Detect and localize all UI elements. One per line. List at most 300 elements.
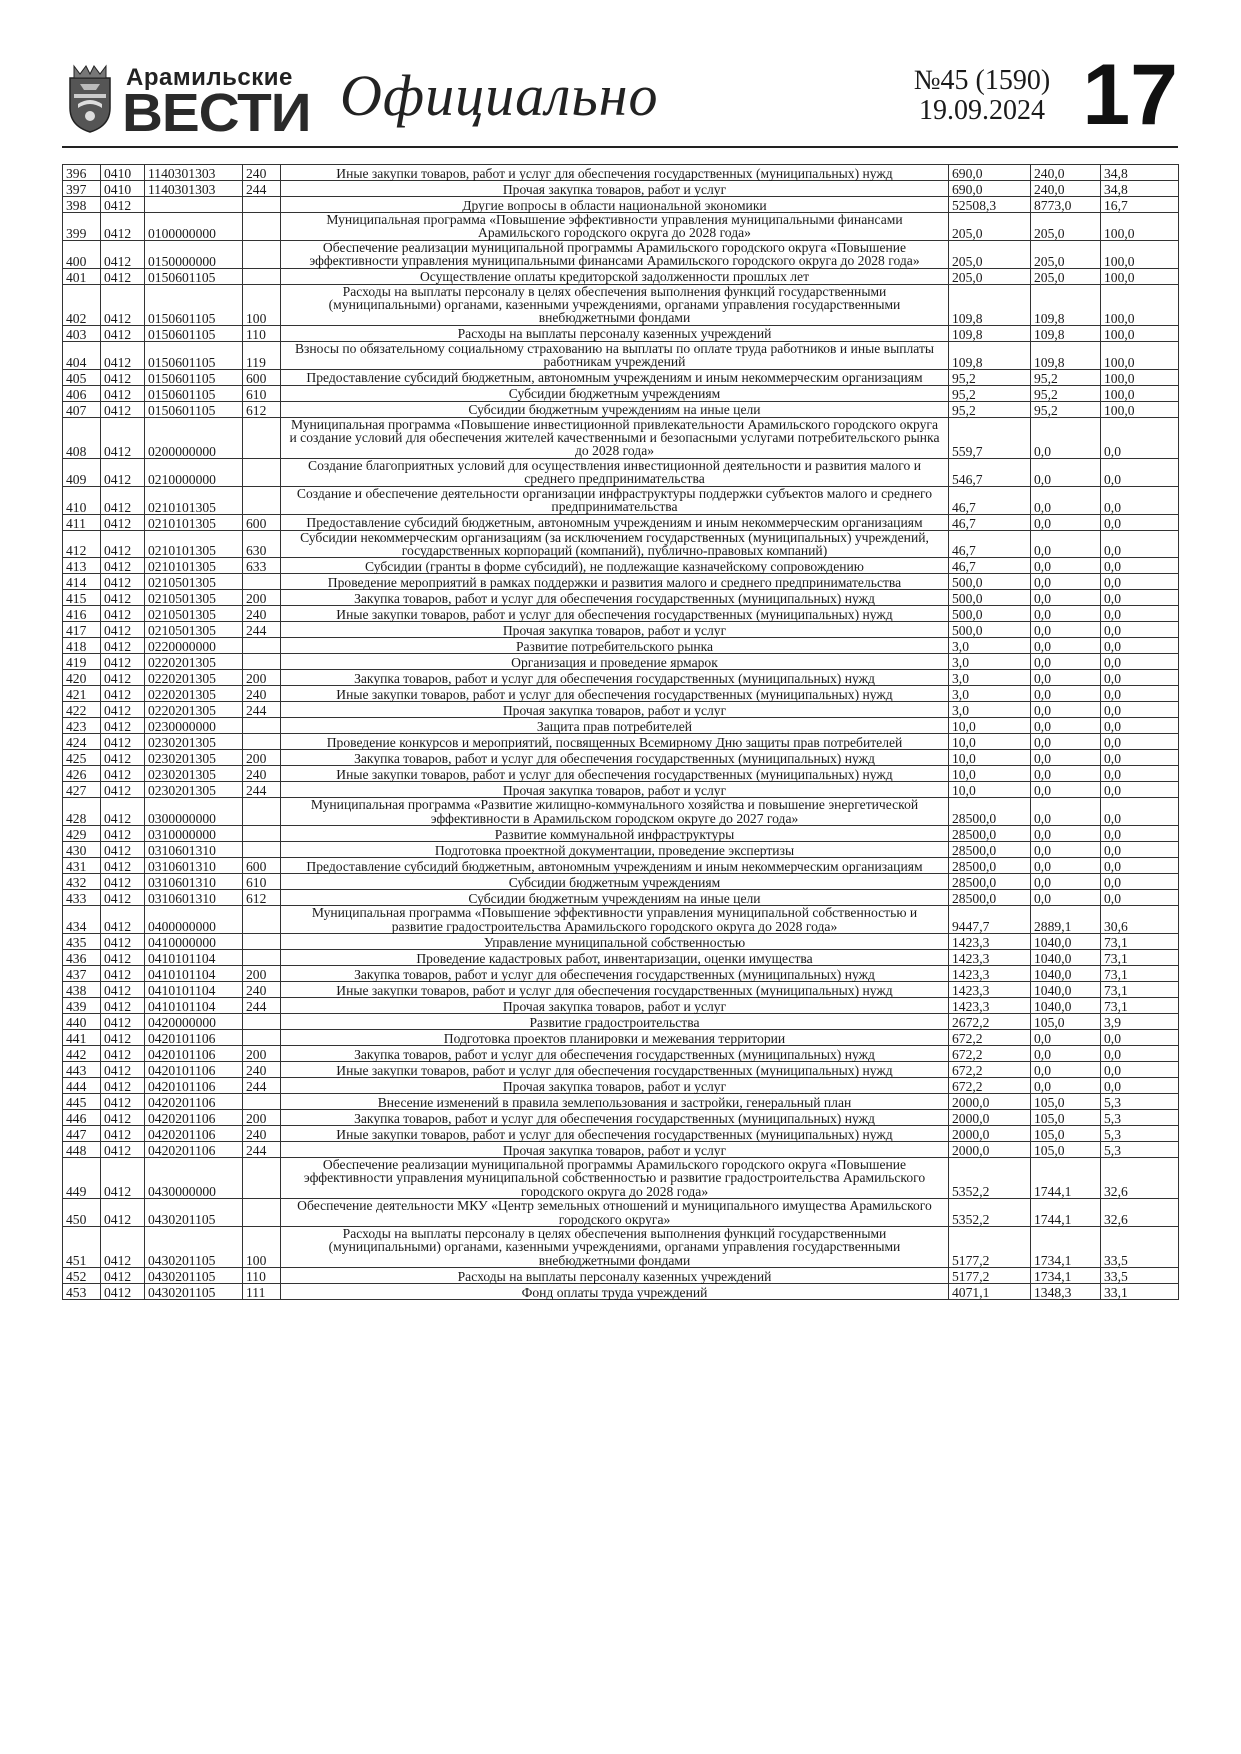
executed-amount-cell: 0,0 (1031, 622, 1101, 638)
row-number-cell: 448 (63, 1141, 101, 1157)
planned-amount-cell: 1423,3 (949, 933, 1031, 949)
percent-cell: 0,0 (1101, 417, 1179, 458)
planned-amount-cell: 46,7 (949, 486, 1031, 514)
table-row (63, 622, 1179, 638)
table-row (63, 1226, 1179, 1267)
row-number-cell: 451 (63, 1226, 101, 1267)
section-code-cell: 0410 (101, 181, 145, 197)
budget-table (62, 164, 1179, 1300)
executed-amount-cell: 240,0 (1031, 181, 1101, 197)
percent-cell: 73,1 (1101, 949, 1179, 965)
description-cell: Проведение мероприятий в рамках поддержки и развития малого и среднего предпринимательства (281, 574, 949, 590)
row-number-cell: 396 (63, 165, 101, 181)
section-code-cell: 0412 (101, 906, 145, 934)
planned-amount-cell: 3,0 (949, 638, 1031, 654)
section-code-cell: 0412 (101, 949, 145, 965)
table-row (63, 933, 1179, 949)
percent-cell: 0,0 (1101, 514, 1179, 530)
target-code-cell: 0200000000 (145, 417, 243, 458)
executed-amount-cell: 105,0 (1031, 1093, 1101, 1109)
percent-cell: 5,3 (1101, 1141, 1179, 1157)
newspaper-logo (62, 62, 311, 143)
planned-amount-cell: 1423,3 (949, 997, 1031, 1013)
table-row (63, 325, 1179, 341)
target-code-cell: 0230201305 (145, 750, 243, 766)
row-number-cell: 406 (63, 385, 101, 401)
planned-amount-cell: 3,0 (949, 702, 1031, 718)
row-number-cell: 432 (63, 874, 101, 890)
table-row (63, 1093, 1179, 1109)
section-title: Официально (340, 63, 659, 128)
coat-of-arms-icon (66, 64, 114, 134)
target-code-cell: 0210101305 (145, 558, 243, 574)
description-cell: Организация и проведение ярмарок (281, 654, 949, 670)
table-row (63, 874, 1179, 890)
executed-amount-cell: 0,0 (1031, 858, 1101, 874)
row-number-cell: 440 (63, 1013, 101, 1029)
planned-amount-cell: 559,7 (949, 417, 1031, 458)
table-row (63, 686, 1179, 702)
executed-amount-cell: 1040,0 (1031, 949, 1101, 965)
table-row (63, 1125, 1179, 1141)
target-code-cell: 0150601105 (145, 385, 243, 401)
row-number-cell: 420 (63, 670, 101, 686)
section-code-cell: 0412 (101, 590, 145, 606)
expense-type-cell (243, 1013, 281, 1029)
row-number-cell: 441 (63, 1029, 101, 1045)
description-cell: Развитие потребительского рынка (281, 638, 949, 654)
description-cell: Субсидии бюджетным учреждениям (281, 385, 949, 401)
percent-cell: 34,8 (1101, 181, 1179, 197)
table-row (63, 165, 1179, 181)
section-code-cell: 0412 (101, 654, 145, 670)
description-cell: Муниципальная программа «Повышение эффективности управления муниципальной собственностью и развитие градостроительства Арамильского городского округа до 2028 года» (281, 906, 949, 934)
planned-amount-cell: 28500,0 (949, 826, 1031, 842)
table-row (63, 1045, 1179, 1061)
executed-amount-cell: 105,0 (1031, 1125, 1101, 1141)
table-row (63, 1141, 1179, 1157)
expense-type-cell (243, 933, 281, 949)
section-code-cell: 0412 (101, 530, 145, 558)
description-cell: Создание благоприятных условий для осуществления инвестиционной деятельности и развития малого и среднего предпринимательства (281, 458, 949, 486)
section-code-cell: 0412 (101, 622, 145, 638)
description-cell: Субсидии бюджетным учреждениям на иные цели (281, 401, 949, 417)
expense-type-cell: 111 (243, 1284, 281, 1300)
percent-cell: 0,0 (1101, 718, 1179, 734)
executed-amount-cell: 0,0 (1031, 826, 1101, 842)
expense-type-cell (243, 826, 281, 842)
target-code-cell: 0220201305 (145, 686, 243, 702)
description-cell: Обеспечение реализации муниципальной программы Арамильского городского округа «Повышение эффективности управления муниципальной собственностью и развитие градостроительства Арамильского городского округа до 2028 года» (281, 1157, 949, 1198)
percent-cell: 0,0 (1101, 890, 1179, 906)
planned-amount-cell: 3,0 (949, 670, 1031, 686)
logo-title-top: Арамильские (126, 64, 293, 91)
target-code-cell: 0420101106 (145, 1045, 243, 1061)
executed-amount-cell: 0,0 (1031, 874, 1101, 890)
planned-amount-cell: 4071,1 (949, 1284, 1031, 1300)
section-code-cell: 0412 (101, 1045, 145, 1061)
percent-cell: 100,0 (1101, 385, 1179, 401)
percent-cell: 0,0 (1101, 530, 1179, 558)
table-row (63, 638, 1179, 654)
target-code-cell: 0150601105 (145, 268, 243, 284)
description-cell: Закупка товаров, работ и услуг для обеспечения государственных (муниципальных) нужд (281, 965, 949, 981)
description-cell: Управление муниципальной собственностью (281, 933, 949, 949)
section-code-cell: 0412 (101, 718, 145, 734)
executed-amount-cell: 109,8 (1031, 341, 1101, 369)
target-code-cell: 0150601105 (145, 284, 243, 325)
executed-amount-cell: 0,0 (1031, 606, 1101, 622)
target-code-cell: 0430201105 (145, 1199, 243, 1227)
percent-cell: 0,0 (1101, 670, 1179, 686)
description-cell: Иные закупки товаров, работ и услуг для обеспечения государственных (муниципальных) нужд (281, 165, 949, 181)
table-row (63, 654, 1179, 670)
percent-cell: 33,1 (1101, 1284, 1179, 1300)
table-row (63, 734, 1179, 750)
section-code-cell: 0412 (101, 1109, 145, 1125)
description-cell: Прочая закупка товаров, работ и услуг (281, 702, 949, 718)
target-code-cell: 0220201305 (145, 654, 243, 670)
expense-type-cell (243, 718, 281, 734)
description-cell: Муниципальная программа «Повышение эффективности управления муниципальными финансами Арамильского городского округа до 2028 года» (281, 213, 949, 241)
executed-amount-cell: 109,8 (1031, 284, 1101, 325)
section-code-cell: 0412 (101, 1061, 145, 1077)
table-row (63, 514, 1179, 530)
expense-type-cell (243, 458, 281, 486)
target-code-cell: 0220201305 (145, 702, 243, 718)
section-code-cell: 0412 (101, 213, 145, 241)
target-code-cell: 0410101104 (145, 965, 243, 981)
expense-type-cell (243, 1093, 281, 1109)
description-cell: Иные закупки товаров, работ и услуг для обеспечения государственных (муниципальных) нужд (281, 686, 949, 702)
section-code-cell: 0412 (101, 734, 145, 750)
section-code-cell: 0412 (101, 686, 145, 702)
row-number-cell: 445 (63, 1093, 101, 1109)
row-number-cell: 426 (63, 766, 101, 782)
planned-amount-cell: 672,2 (949, 1061, 1031, 1077)
description-cell: Муниципальная программа «Повышение инвестиционной привлекательности Арамильского городского округа и создание условий для обеспечения жителей качественными и безопасными услугами потребительского рынка до 2028 года» (281, 417, 949, 458)
expense-type-cell: 610 (243, 385, 281, 401)
table-row (63, 702, 1179, 718)
planned-amount-cell: 672,2 (949, 1029, 1031, 1045)
target-code-cell: 0420101106 (145, 1077, 243, 1093)
expense-type-cell: 240 (243, 606, 281, 622)
description-cell: Иные закупки товаров, работ и услуг для обеспечения государственных (муниципальных) нужд (281, 1125, 949, 1141)
table-row (63, 417, 1179, 458)
planned-amount-cell: 500,0 (949, 606, 1031, 622)
percent-cell: 32,6 (1101, 1157, 1179, 1198)
planned-amount-cell: 205,0 (949, 240, 1031, 268)
target-code-cell: 0210101305 (145, 514, 243, 530)
percent-cell: 5,3 (1101, 1125, 1179, 1141)
executed-amount-cell: 0,0 (1031, 530, 1101, 558)
section-code-cell: 0412 (101, 1199, 145, 1227)
percent-cell: 3,9 (1101, 1013, 1179, 1029)
table-row (63, 1029, 1179, 1045)
expense-type-cell (243, 638, 281, 654)
planned-amount-cell: 2000,0 (949, 1109, 1031, 1125)
section-code-cell: 0412 (101, 997, 145, 1013)
target-code-cell: 0410000000 (145, 933, 243, 949)
executed-amount-cell: 0,0 (1031, 782, 1101, 798)
row-number-cell: 424 (63, 734, 101, 750)
section-code-cell: 0412 (101, 702, 145, 718)
table-row (63, 558, 1179, 574)
target-code-cell: 0150601105 (145, 341, 243, 369)
table-row (63, 1061, 1179, 1077)
target-code-cell: 0410101104 (145, 949, 243, 965)
planned-amount-cell: 2000,0 (949, 1125, 1031, 1141)
planned-amount-cell: 5177,2 (949, 1268, 1031, 1284)
planned-amount-cell: 28500,0 (949, 874, 1031, 890)
table-row (63, 401, 1179, 417)
section-code-cell: 0412 (101, 284, 145, 325)
table-row (63, 890, 1179, 906)
section-code-cell: 0412 (101, 1077, 145, 1093)
executed-amount-cell: 105,0 (1031, 1109, 1101, 1125)
executed-amount-cell: 0,0 (1031, 890, 1101, 906)
row-number-cell: 450 (63, 1199, 101, 1227)
row-number-cell: 436 (63, 949, 101, 965)
expense-type-cell: 200 (243, 670, 281, 686)
row-number-cell: 427 (63, 782, 101, 798)
target-code-cell: 0210501305 (145, 622, 243, 638)
expense-type-cell: 110 (243, 1268, 281, 1284)
executed-amount-cell: 1348,3 (1031, 1284, 1101, 1300)
target-code-cell: 0310601310 (145, 842, 243, 858)
row-number-cell: 403 (63, 325, 101, 341)
row-number-cell: 431 (63, 858, 101, 874)
executed-amount-cell: 0,0 (1031, 1029, 1101, 1045)
expense-type-cell (243, 486, 281, 514)
planned-amount-cell: 10,0 (949, 766, 1031, 782)
table-row (63, 965, 1179, 981)
expense-type-cell: 600 (243, 858, 281, 874)
percent-cell: 33,5 (1101, 1268, 1179, 1284)
expense-type-cell: 200 (243, 590, 281, 606)
row-number-cell: 410 (63, 486, 101, 514)
section-code-cell: 0412 (101, 1125, 145, 1141)
planned-amount-cell: 1423,3 (949, 981, 1031, 997)
table-row (63, 718, 1179, 734)
table-row (63, 670, 1179, 686)
table-row (63, 1199, 1179, 1227)
expense-type-cell (243, 1157, 281, 1198)
expense-type-cell: 200 (243, 1045, 281, 1061)
executed-amount-cell: 2889,1 (1031, 906, 1101, 934)
percent-cell: 0,0 (1101, 686, 1179, 702)
executed-amount-cell: 95,2 (1031, 401, 1101, 417)
section-code-cell: 0412 (101, 369, 145, 385)
description-cell: Прочая закупка товаров, работ и услуг (281, 997, 949, 1013)
planned-amount-cell: 546,7 (949, 458, 1031, 486)
executed-amount-cell: 109,8 (1031, 325, 1101, 341)
expense-type-cell: 240 (243, 686, 281, 702)
description-cell: Прочая закупка товаров, работ и услуг (281, 181, 949, 197)
target-code-cell (145, 197, 243, 213)
section-code-cell: 0412 (101, 858, 145, 874)
expense-type-cell: 244 (243, 622, 281, 638)
executed-amount-cell: 1734,1 (1031, 1226, 1101, 1267)
executed-amount-cell: 95,2 (1031, 385, 1101, 401)
row-number-cell: 407 (63, 401, 101, 417)
description-cell: Расходы на выплаты персоналу в целях обеспечения выполнения функций государственными (муниципальными) органами, казенными учреждениями, органами управления государственными внебюджетными фондами (281, 284, 949, 325)
description-cell: Закупка товаров, работ и услуг для обеспечения государственных (муниципальных) нужд (281, 590, 949, 606)
section-code-cell: 0412 (101, 750, 145, 766)
section-code-cell: 0412 (101, 981, 145, 997)
table-row (63, 606, 1179, 622)
table-row (63, 1284, 1179, 1300)
percent-cell: 0,0 (1101, 1029, 1179, 1045)
row-number-cell: 452 (63, 1268, 101, 1284)
description-cell: Прочая закупка товаров, работ и услуг (281, 1077, 949, 1093)
target-code-cell: 0100000000 (145, 213, 243, 241)
executed-amount-cell: 1040,0 (1031, 981, 1101, 997)
description-cell: Фонд оплаты труда учреждений (281, 1284, 949, 1300)
description-cell: Проведение конкурсов и мероприятий, посвященных Всемирному Дню защиты прав потребителей (281, 734, 949, 750)
planned-amount-cell: 109,8 (949, 284, 1031, 325)
expense-type-cell (243, 197, 281, 213)
description-cell: Субсидии некоммерческим организациям (за исключением государственных (муниципальных) учреждений, государственных корпораций (компаний), публично-правовых компаний) (281, 530, 949, 558)
percent-cell: 100,0 (1101, 341, 1179, 369)
row-number-cell: 428 (63, 798, 101, 826)
target-code-cell: 0430201105 (145, 1226, 243, 1267)
percent-cell: 100,0 (1101, 284, 1179, 325)
planned-amount-cell: 3,0 (949, 686, 1031, 702)
table-row (63, 1013, 1179, 1029)
executed-amount-cell: 0,0 (1031, 670, 1101, 686)
row-number-cell: 416 (63, 606, 101, 622)
executed-amount-cell: 8773,0 (1031, 197, 1101, 213)
target-code-cell: 0420201106 (145, 1125, 243, 1141)
executed-amount-cell: 205,0 (1031, 268, 1101, 284)
percent-cell: 0,0 (1101, 486, 1179, 514)
executed-amount-cell: 240,0 (1031, 165, 1101, 181)
planned-amount-cell: 95,2 (949, 369, 1031, 385)
planned-amount-cell: 5177,2 (949, 1226, 1031, 1267)
executed-amount-cell: 0,0 (1031, 750, 1101, 766)
description-cell: Иные закупки товаров, работ и услуг для обеспечения государственных (муниципальных) нужд (281, 606, 949, 622)
row-number-cell: 405 (63, 369, 101, 385)
row-number-cell: 453 (63, 1284, 101, 1300)
target-code-cell: 0150601105 (145, 401, 243, 417)
percent-cell: 100,0 (1101, 369, 1179, 385)
section-code-cell: 0412 (101, 268, 145, 284)
description-cell: Расходы на выплаты персоналу в целях обеспечения выполнения функций государственными (муниципальными) органами, казенными учреждениями, органами управления государственными внебюджетными фондами (281, 1226, 949, 1267)
description-cell: Осуществление оплаты кредиторской задолженности прошлых лет (281, 268, 949, 284)
target-code-cell: 0420201106 (145, 1109, 243, 1125)
executed-amount-cell: 0,0 (1031, 686, 1101, 702)
percent-cell: 32,6 (1101, 1199, 1179, 1227)
expense-type-cell: 610 (243, 874, 281, 890)
planned-amount-cell: 10,0 (949, 734, 1031, 750)
row-number-cell: 422 (63, 702, 101, 718)
percent-cell: 0,0 (1101, 574, 1179, 590)
executed-amount-cell: 0,0 (1031, 638, 1101, 654)
executed-amount-cell: 1734,1 (1031, 1268, 1101, 1284)
row-number-cell: 411 (63, 514, 101, 530)
percent-cell: 73,1 (1101, 965, 1179, 981)
table-row (63, 1268, 1179, 1284)
description-cell: Прочая закупка товаров, работ и услуг (281, 782, 949, 798)
row-number-cell: 421 (63, 686, 101, 702)
row-number-cell: 449 (63, 1157, 101, 1198)
description-cell: Защита прав потребителей (281, 718, 949, 734)
percent-cell: 0,0 (1101, 734, 1179, 750)
row-number-cell: 398 (63, 197, 101, 213)
target-code-cell: 0420101106 (145, 1061, 243, 1077)
percent-cell: 16,7 (1101, 197, 1179, 213)
percent-cell: 0,0 (1101, 458, 1179, 486)
table-row (63, 949, 1179, 965)
percent-cell: 5,3 (1101, 1093, 1179, 1109)
description-cell: Расходы на выплаты персоналу казенных учреждений (281, 1268, 949, 1284)
row-number-cell: 414 (63, 574, 101, 590)
target-code-cell: 0210501305 (145, 590, 243, 606)
expense-type-cell: 110 (243, 325, 281, 341)
description-cell: Предоставление субсидий бюджетным, автономным учреждениям и иным некоммерческим организациям (281, 514, 949, 530)
planned-amount-cell: 28500,0 (949, 842, 1031, 858)
planned-amount-cell: 10,0 (949, 718, 1031, 734)
section-code-cell: 0412 (101, 341, 145, 369)
executed-amount-cell: 95,2 (1031, 369, 1101, 385)
executed-amount-cell: 205,0 (1031, 213, 1101, 241)
description-cell: Прочая закупка товаров, работ и услуг (281, 622, 949, 638)
executed-amount-cell: 0,0 (1031, 798, 1101, 826)
section-code-cell: 0412 (101, 826, 145, 842)
target-code-cell: 0210101305 (145, 530, 243, 558)
planned-amount-cell: 46,7 (949, 530, 1031, 558)
table-row (63, 842, 1179, 858)
expense-type-cell: 100 (243, 284, 281, 325)
expense-type-cell: 633 (243, 558, 281, 574)
expense-type-cell (243, 240, 281, 268)
percent-cell: 0,0 (1101, 1045, 1179, 1061)
percent-cell: 0,0 (1101, 858, 1179, 874)
description-cell: Закупка товаров, работ и услуг для обеспечения государственных (муниципальных) нужд (281, 1109, 949, 1125)
executed-amount-cell: 0,0 (1031, 458, 1101, 486)
percent-cell: 100,0 (1101, 240, 1179, 268)
executed-amount-cell: 0,0 (1031, 1045, 1101, 1061)
section-code-cell: 0412 (101, 638, 145, 654)
expense-type-cell: 200 (243, 965, 281, 981)
row-number-cell: 442 (63, 1045, 101, 1061)
expense-type-cell (243, 268, 281, 284)
target-code-cell: 0420201106 (145, 1141, 243, 1157)
table-row (63, 798, 1179, 826)
description-cell: Проведение кадастровых работ, инвентаризации, оценки имущества (281, 949, 949, 965)
expense-type-cell: 240 (243, 165, 281, 181)
description-cell: Закупка товаров, работ и услуг для обеспечения государственных (муниципальных) нужд (281, 670, 949, 686)
row-number-cell: 415 (63, 590, 101, 606)
expense-type-cell (243, 213, 281, 241)
row-number-cell: 425 (63, 750, 101, 766)
executed-amount-cell: 105,0 (1031, 1013, 1101, 1029)
planned-amount-cell: 46,7 (949, 558, 1031, 574)
target-code-cell: 0230201305 (145, 734, 243, 750)
row-number-cell: 446 (63, 1109, 101, 1125)
planned-amount-cell: 500,0 (949, 574, 1031, 590)
target-code-cell: 0230201305 (145, 766, 243, 782)
expense-type-cell: 200 (243, 1109, 281, 1125)
expense-type-cell (243, 574, 281, 590)
issue-info (872, 66, 1092, 126)
expense-type-cell (243, 417, 281, 458)
executed-amount-cell: 0,0 (1031, 734, 1101, 750)
description-cell: Иные закупки товаров, работ и услуг для обеспечения государственных (муниципальных) нужд (281, 766, 949, 782)
expense-type-cell: 240 (243, 766, 281, 782)
planned-amount-cell: 109,8 (949, 325, 1031, 341)
